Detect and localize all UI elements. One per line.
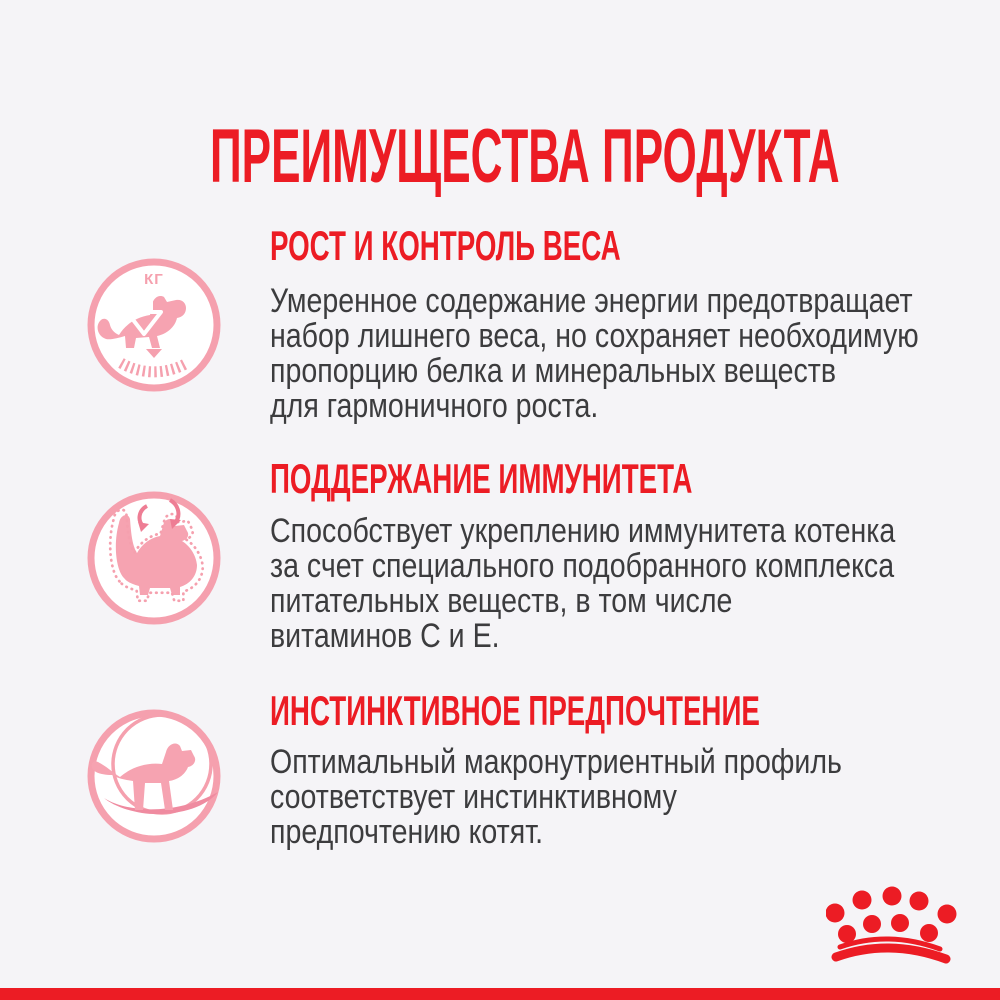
instinctive-preference-cat-bowl-icon	[84, 706, 224, 846]
text-line: витаминов C и E.	[270, 617, 500, 655]
text-line: за счет специального подобранного комплекса	[270, 547, 895, 585]
benefit-text-instinct	[270, 745, 842, 850]
benefit-heading-instinct: ИНСТИНКТИВНОЕ ПРЕДПОЧТЕНИЕ	[270, 687, 760, 734]
weight-control-cat-icon	[84, 255, 224, 395]
benefit-heading-immunity: ПОДДЕРЖАНИЕ ИММУНИТЕТА	[270, 455, 693, 502]
text-line: Оптимальный макронутриентный профиль	[270, 743, 842, 781]
text-line: предпочтению котят.	[270, 813, 544, 851]
text-line: соответствует инстинктивному	[270, 778, 677, 816]
benefit-text-growth	[270, 284, 919, 424]
benefit-text-immunity	[270, 514, 895, 654]
text-line: набор лишнего веса, но сохраняет необходимую	[270, 317, 919, 355]
text-line: Способствует укреплению иммунитета котенка	[270, 512, 896, 550]
text-line: питательных веществ, в том числе	[270, 582, 733, 620]
immunity-kitten-shield-icon	[84, 488, 224, 628]
text-line: пропорцию белка и минеральных веществ	[270, 352, 837, 390]
text-line: для гармоничного роста.	[270, 387, 599, 425]
page-title: ПРЕИМУЩЕСТВА ПРОДУКТА	[210, 114, 840, 199]
benefit-heading-growth: РОСТ И КОНТРОЛЬ ВЕСА	[270, 222, 621, 269]
text-line: Умеренное содержание энергии предотвращает	[270, 282, 913, 320]
kg-label: КГ	[144, 271, 164, 288]
bottom-red-bar	[0, 988, 1000, 1000]
royal-canin-crown-logo	[826, 886, 962, 968]
